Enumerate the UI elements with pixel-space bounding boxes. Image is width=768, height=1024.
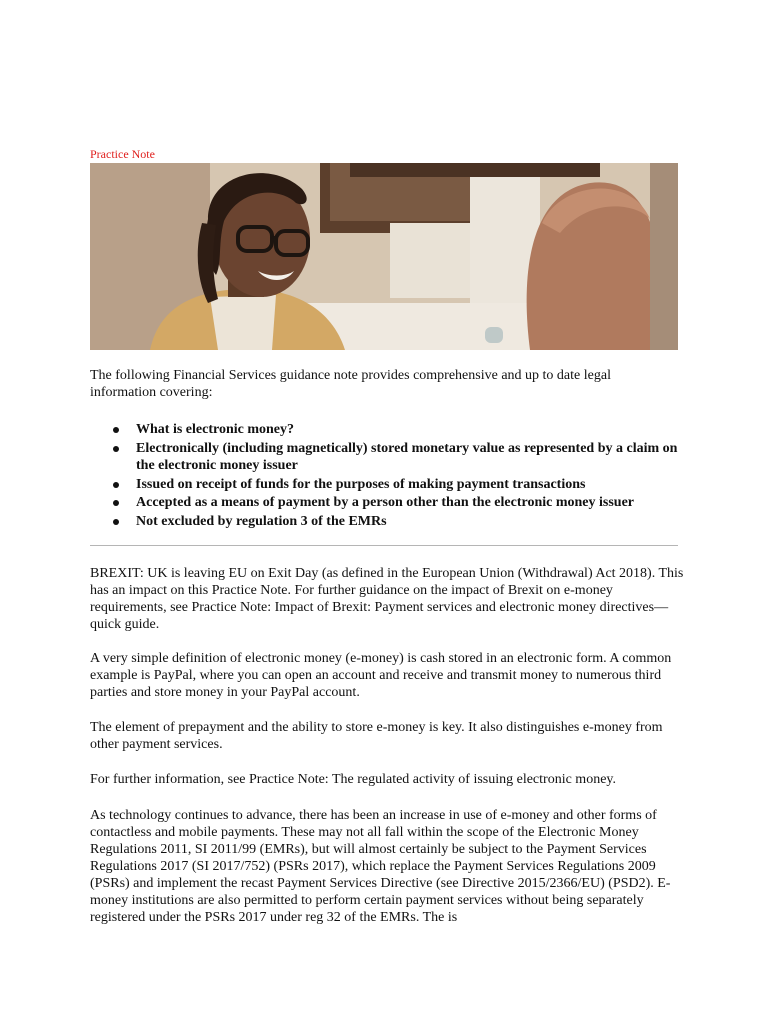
doc-type-label: Practice Note [90,147,155,161]
topic-item: Issued on receipt of funds for the purposes of making payment transactions [90,476,690,494]
bullet-icon [113,500,119,506]
bullet-icon [113,519,119,525]
photo-of-smiling-woman-with-glasses-icon [90,163,678,350]
topic-item: Not excluded by regulation 3 of the EMRs [90,513,690,531]
brexit-paragraph: BREXIT: UK is leaving EU on Exit Day (as defined in the European Union (Withdrawal) Act 2018). This has an impact on this Practice Note. For further guidance on the impact of Brexit on e-money requirements, see Practice Note: Impact of Brexit: Payment services and electronic money directives—quick guide. [90,566,684,632]
topic-list [90,421,690,531]
prepayment-paragraph: The element of prepayment and the ability to store e-money is key. It also distinguishes e-money from other payment services. [90,720,663,752]
topic-item: Electronically (including magnetically) stored monetary value as represented by a claim on the electronic money issuer [90,440,690,475]
bullet-icon [113,427,119,433]
further-info-paragraph: For further information, see Practice Note: The regulated activity of issuing electronic money. [90,772,616,787]
bullet-icon [113,446,119,452]
topic-item: Accepted as a means of payment by a person other than the electronic money issuer [90,494,690,512]
definition-paragraph: A very simple definition of electronic money (e-money) is cash stored in an electronic form. A common example is PayPal, where you can open an account and receive and transmit money to numerous third parties and store money in your PayPal account. [90,651,672,700]
topic-item: What is electronic money? [90,421,690,439]
section-divider [90,545,678,546]
technology-paragraph: As technology continues to advance, there has been an increase in use of e-money and other forms of contactless and mobile payments. These may not all fall within the scope of the Electronic Money Regulations 2011, SI 2011/99 (EMRs), but will almost certainly be subject to the Payment Services Regulations 2017 (SI 2017/752) (PSRs 2017), which replace the Payment Services Regulations 2009 (PSRs) and implement the recast Payment Services Directive (see Directive 2015/2366/EU) (PSD2). E-money institutions are also permitted to perform certain payment services without being separately registered under the PSRs 2017 under reg 32 of the EMRs. The is [90,808,671,925]
bullet-icon [113,482,119,488]
hero-image [90,163,678,350]
intro-text: The following Financial Services guidance note provides comprehensive and up to date legal information covering: [90,368,611,400]
